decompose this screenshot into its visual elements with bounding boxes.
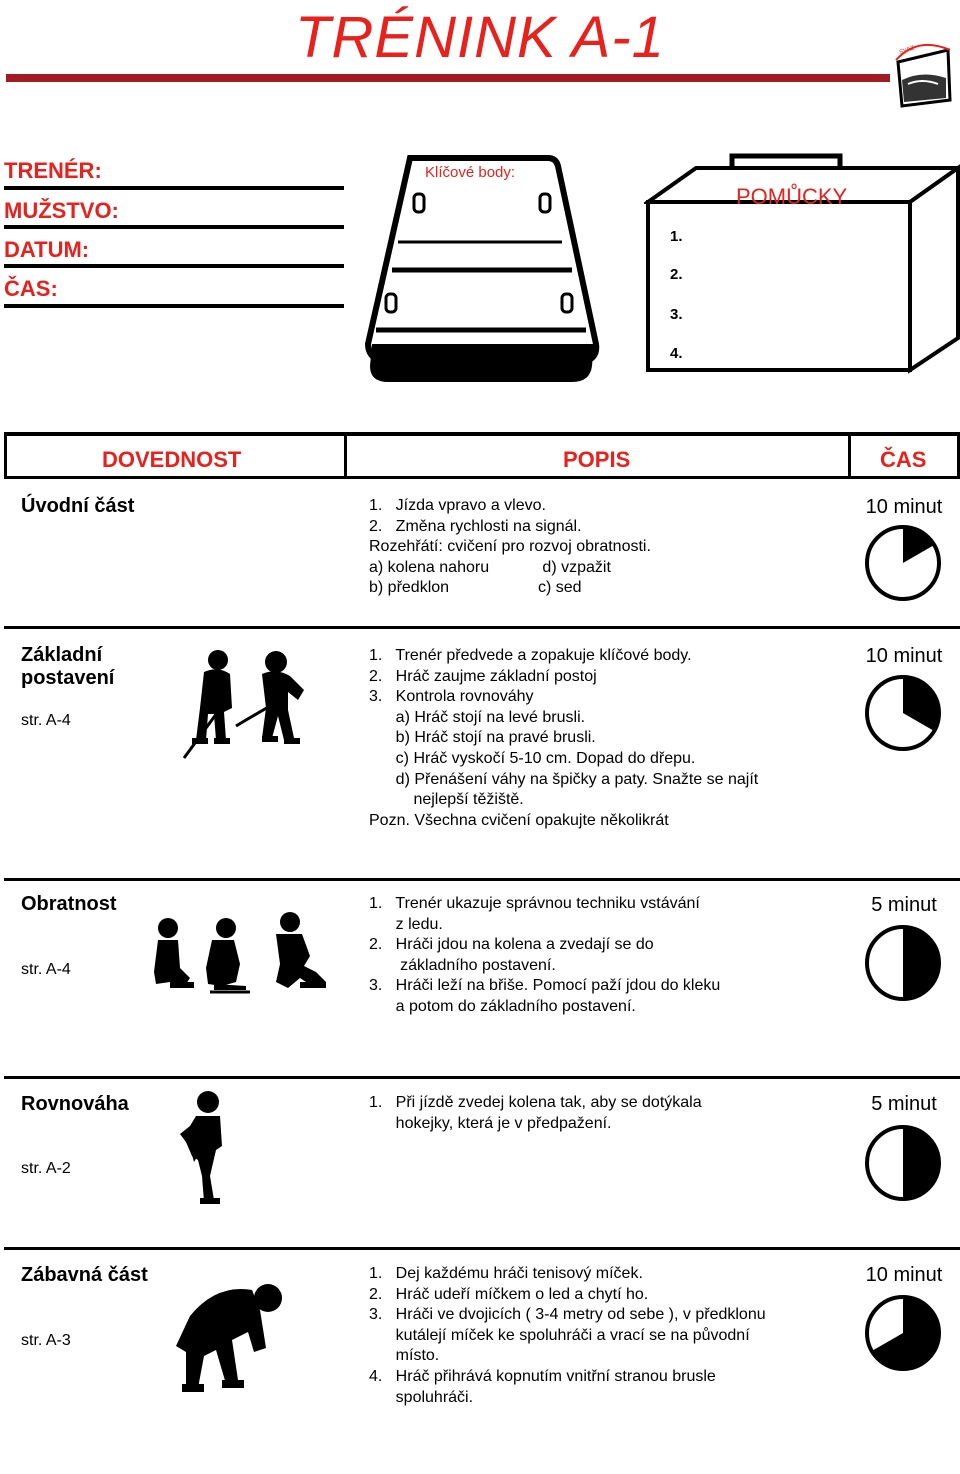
clock-elapsed-wedge xyxy=(903,1127,939,1199)
description-line: 1. Trenér ukazuje správnou techniku vstávání xyxy=(369,895,700,912)
table-row-divider xyxy=(4,878,960,881)
duration-label: 10 minut xyxy=(865,496,943,518)
skill-description xyxy=(369,646,758,831)
description-line: 2. Hráč udeří míčkem o led a chytí ho. xyxy=(369,1285,649,1303)
team-field-line[interactable] xyxy=(4,225,344,229)
header-skill: DOVEDNOST xyxy=(102,447,242,472)
equipment-item-number: 4. xyxy=(670,345,683,362)
duration-clock-icon xyxy=(862,1122,944,1204)
title-rule xyxy=(6,74,890,82)
page-reference: str. A-4 xyxy=(21,961,71,978)
coach-field-line[interactable] xyxy=(4,186,344,190)
skill-description xyxy=(369,1264,766,1408)
description-line: 3. Hráči leží na břiše. Pomocí paží jdou do kleku xyxy=(369,977,721,995)
duration-label: 5 minut xyxy=(871,894,937,916)
page-reference: str. A-3 xyxy=(21,1332,71,1349)
description-line: 2. Hráč zaujme základní postoj xyxy=(369,667,597,685)
table-top-border xyxy=(4,432,960,436)
description-line: c) Hráč vyskočí 5-10 cm. Dopad do dřepu. xyxy=(369,749,696,767)
table-row-divider xyxy=(4,1076,960,1079)
duration-clock-icon xyxy=(862,922,944,1004)
hockey-association-logo xyxy=(888,40,956,112)
skill-name: Úvodní část xyxy=(21,495,135,517)
description-line: 1. Při jízdě zvedej kolena tak, aby se dotýkala xyxy=(369,1094,702,1111)
player-bending-figure xyxy=(172,1276,300,1396)
description-line: 3. Kontrola rovnováhy xyxy=(369,688,534,706)
skill-name: Rovnováha xyxy=(21,1093,129,1115)
time-field-line[interactable] xyxy=(4,304,344,308)
table-column-divider xyxy=(4,432,7,476)
description-line: 1. Dej každému hráči tenisový míček. xyxy=(369,1265,643,1282)
page-reference: str. A-2 xyxy=(21,1160,71,1177)
description-line: kutálejí míček ke spoluhráči a vrací se na původní xyxy=(369,1326,750,1344)
equipment-item-number: 1. xyxy=(670,228,683,245)
duration-clock-icon xyxy=(862,522,944,604)
page-title: TRÉNINK A-1 xyxy=(295,5,665,70)
description-line: Rozehřátí: cvičení pro rozvoj obratnosti. xyxy=(369,538,651,556)
table-column-divider xyxy=(344,432,347,476)
header-description: POPIS xyxy=(563,447,631,472)
description-line: 2. Hráči jdou na kolena a zvedají se do xyxy=(369,936,654,954)
skill-description xyxy=(369,894,720,1018)
equipment-item-number: 2. xyxy=(670,266,683,283)
description-line: 1. Trenér předvede a zopakuje klíčové body. xyxy=(369,647,692,664)
skill-description xyxy=(369,496,651,599)
team-label: MUŽSTVO: xyxy=(4,198,119,223)
coach-label: TRENÉR: xyxy=(4,158,102,183)
description-line: hokejky, která je v předpažení. xyxy=(369,1114,612,1132)
table-row-divider xyxy=(4,1247,960,1250)
description-line: 4. Hráč přihrává kopnutím vnitřní stranou brusle xyxy=(369,1367,716,1385)
description-line: spoluhráči. xyxy=(369,1388,474,1406)
description-line: 3. Hráči ve dvojicích ( 3-4 metry od sebe ), v předklonu xyxy=(369,1306,766,1324)
description-line: d) Přenášení váhy na špičky a paty. Snažte se najít xyxy=(369,770,759,788)
description-line: místo. xyxy=(369,1347,440,1365)
duration-clock-icon xyxy=(862,1292,944,1374)
skill-name: Zábavná část xyxy=(21,1264,148,1286)
svg-text:SVAZ: SVAZ xyxy=(898,45,916,56)
equipment-label: POMŮCKY xyxy=(736,184,848,209)
description-line: Pozn. Všechna cvičení opakujte několikrát xyxy=(369,811,669,829)
description-line: a) Hráč stojí na levé brusli. xyxy=(369,708,586,726)
date-field-line[interactable] xyxy=(4,264,344,268)
description-line: a) kolena nahoru d) vzpažit xyxy=(369,558,611,576)
description-line: a potom do základního postavení. xyxy=(369,997,636,1015)
table-header-bottom-border xyxy=(4,476,960,479)
equipment-item-number: 3. xyxy=(670,306,683,323)
skill-name: Základní postavení xyxy=(21,644,115,689)
description-line: 2. Změna rychlosti na signál. xyxy=(369,517,582,535)
table-row-divider xyxy=(4,626,960,629)
players-stance-figure xyxy=(180,648,312,762)
players-getting-up-figure xyxy=(150,912,332,1002)
duration-label: 10 minut xyxy=(865,1264,943,1286)
duration-label: 5 minut xyxy=(871,1093,937,1115)
table-column-divider xyxy=(848,432,851,476)
page-reference: str. A-4 xyxy=(21,712,71,729)
header-time: ČAS xyxy=(880,447,927,472)
description-line: z ledu. xyxy=(369,915,443,933)
duration-label: 10 minut xyxy=(865,645,943,667)
description-line: b) Hráč stojí na pravé brusli. xyxy=(369,729,596,747)
description-line: 1. Jízda vpravo a vlevo. xyxy=(369,497,546,514)
skill-description xyxy=(369,1093,702,1134)
clock-elapsed-wedge xyxy=(903,927,939,999)
player-balance-figure xyxy=(176,1090,230,1208)
description-line: nejlepší těžiště. xyxy=(369,791,524,809)
description-line: základního postavení. xyxy=(369,956,556,974)
duration-clock-icon xyxy=(862,672,944,754)
time-label: ČAS: xyxy=(4,276,58,301)
skill-name: Obratnost xyxy=(21,893,117,915)
date-label: DATUM: xyxy=(4,237,90,262)
rink-diagram xyxy=(362,154,600,390)
key-points-label: Klíčové body: xyxy=(425,164,516,181)
description-line: b) předklon c) sed xyxy=(369,579,582,597)
